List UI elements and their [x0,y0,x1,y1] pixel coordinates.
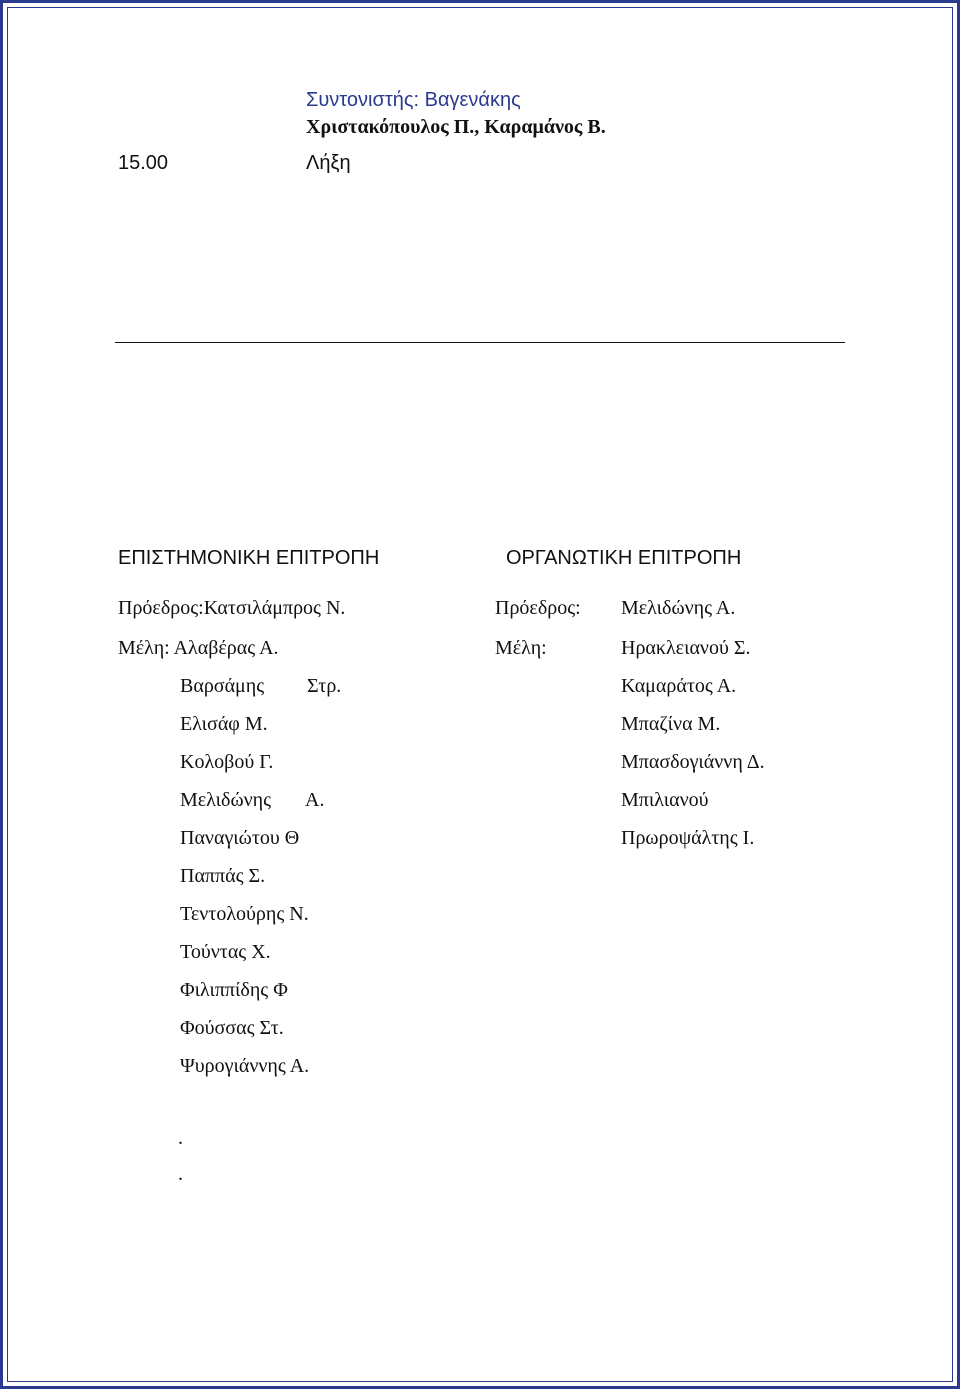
scientific-member-initial: Στρ. [307,675,342,697]
organizing-member: Μπιλιανού [621,789,709,811]
scientific-member-name: Κολοβού Γ. [180,751,274,773]
organizing-member: Καμαράτος Α. [621,675,737,697]
scientific-member-name: Τούντας Χ. [180,941,271,963]
scientific-member-name: Τεντολούρης Ν. [180,903,309,925]
scientific-member-name: Ψυρογιάννης Α. [180,1055,310,1077]
scientific-member-initial: Α. [305,789,325,811]
organizing-member: Ηρακλειανού Σ. [621,637,751,659]
time-label: 15.00 [118,152,169,174]
trailing-dot: . [178,1127,183,1149]
organizing-members-label: Μέλη: [495,637,547,659]
scientific-member-name: Ελισάφ Μ. [180,713,268,735]
organizing-member: Πρωροψάλτης Ι. [621,827,755,849]
trailing-dot: . [178,1163,183,1185]
organizing-committee-heading: ΟΡΓΑΝΩΤΙΚΗ ΕΠΙΤΡΟΠΗ [506,547,742,569]
scientific-member-name: Φούσσας Στ. [180,1017,284,1039]
organizing-president-name: Μελιδώνης Α. [621,597,736,619]
scientific-member-name: Μελιδώνης [180,789,272,811]
scientific-member-name: Παππάς Σ. [180,865,266,887]
scientific-member-name: Φιλιππίδης Φ [180,979,288,1001]
scientific-committee-heading: ΕΠΙΣΤΗΜΟΝΙΚΗ ΕΠΙΤΡΟΠΗ [118,547,380,569]
scientific-president: Πρόεδρος:Κατσιλάμπρος Ν. [118,597,346,619]
coordinator-line: Συντονιστής: Βαγενάκης [306,89,521,111]
organizing-member: Μπαζίνα Μ. [621,713,721,735]
end-label: Λήξη [306,152,351,174]
section-divider [115,342,845,343]
organizing-member: Μπασδογιάννη Δ. [621,751,765,773]
speakers-line: Χριστακόπουλος Π., Καραμάνος Β. [306,116,606,138]
scientific-member-name: Βαρσάμης [180,675,265,697]
organizing-president-label: Πρόεδρος: [495,597,581,619]
scientific-member-name: Παναγιώτου Θ [180,827,300,849]
scientific-members-first: Μέλη: Αλαβέρας Α. [118,637,279,659]
